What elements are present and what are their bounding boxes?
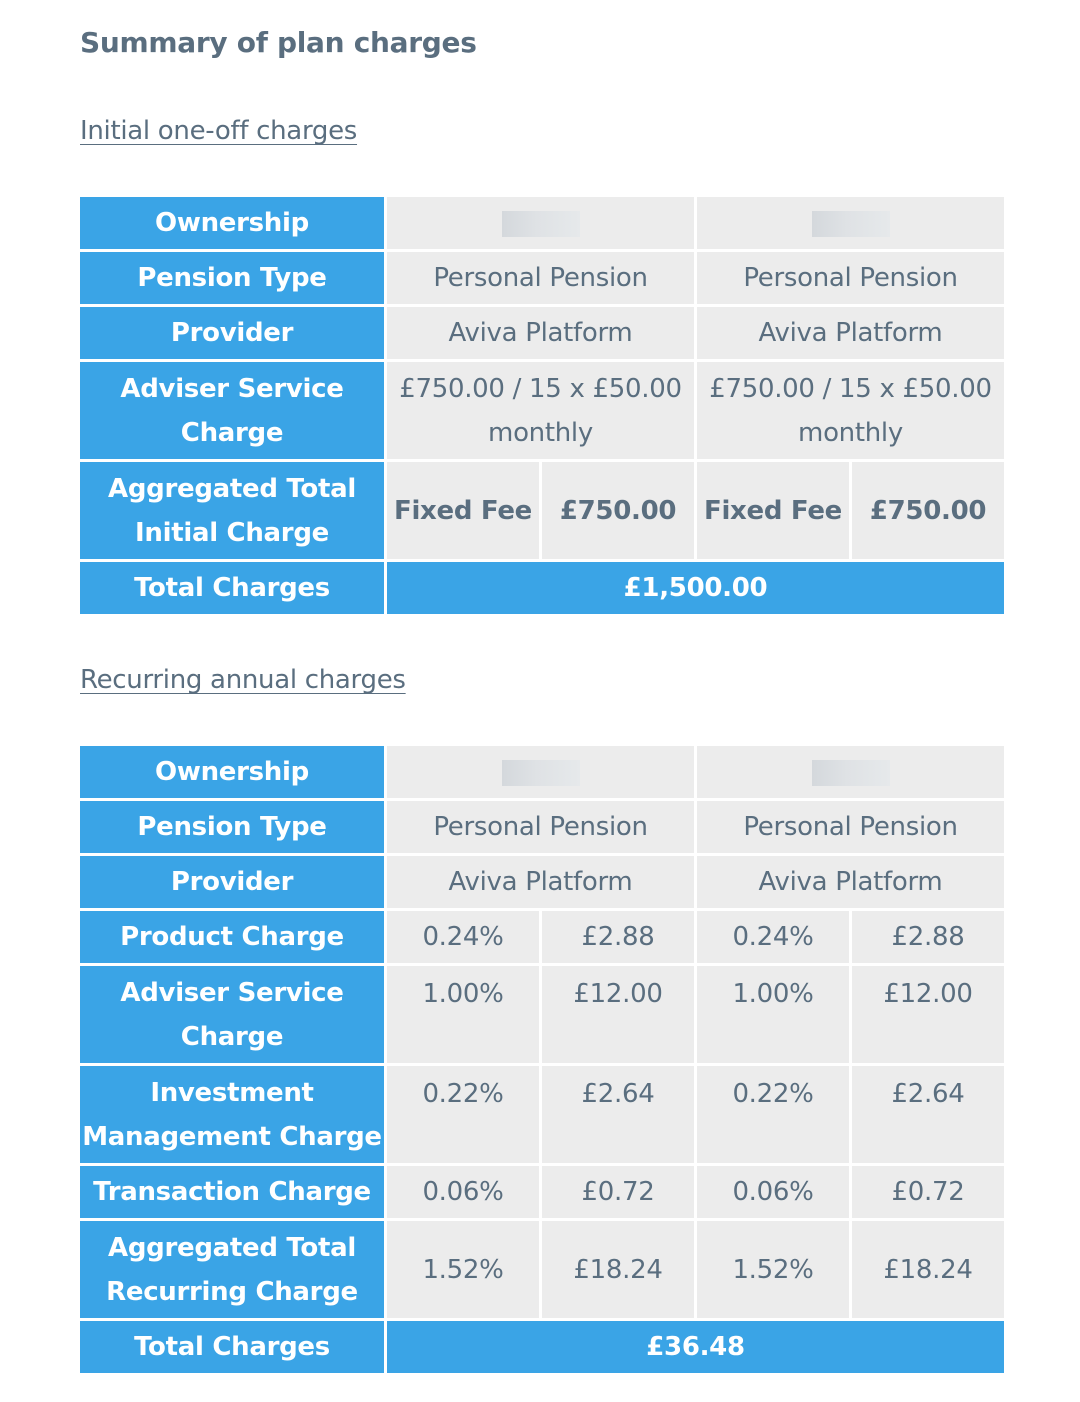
investment-management-charge-pct: 0.22% [387,1066,539,1163]
recurring-total-charges-value: £36.48 [387,1321,1004,1373]
transaction-charge-pct: 0.06% [697,1166,849,1218]
row-label-ownership: Ownership [80,197,384,249]
adviser-service-charge-value: £750.00 / 15 x £50.00 monthly [387,362,694,459]
table-row [80,1221,1004,1318]
table-row [80,1066,1004,1163]
table-row [80,362,1004,459]
pension-type-value: Personal Pension [697,801,1004,853]
aggregated-total-pct: 1.52% [697,1221,849,1318]
aggregated-total-amount: £18.24 [542,1221,694,1318]
row-label-product-charge: Product Charge [80,911,384,963]
initial-charges-table [77,194,1007,617]
row-label-investment-management-charge: Investment Management Charge [80,1066,384,1163]
fee-amount-value: £750.00 [852,462,1004,559]
pension-type-value: Personal Pension [697,252,1004,304]
row-label-total-charges: Total Charges [80,562,384,614]
fee-amount-value: £750.00 [542,462,694,559]
investment-management-charge-amount: £2.64 [852,1066,1004,1163]
adviser-service-charge-amount: £12.00 [852,966,1004,1063]
table-row [80,562,1004,614]
ownership-redacted [387,746,694,798]
row-label-provider: Provider [80,307,384,359]
table-row [80,911,1004,963]
fee-type-value: Fixed Fee [697,462,849,559]
page-title: Summary of plan charges [80,26,477,59]
row-label-pension-type: Pension Type [80,801,384,853]
transaction-charge-amount: £0.72 [542,1166,694,1218]
ownership-redacted [697,197,1004,249]
product-charge-amount: £2.88 [542,911,694,963]
table-row [80,966,1004,1063]
adviser-service-charge-pct: 1.00% [697,966,849,1063]
redacted-name-block [502,211,580,237]
initial-charges-heading: Initial one-off charges [80,116,358,146]
product-charge-amount: £2.88 [852,911,1004,963]
row-label-provider: Provider [80,856,384,908]
provider-value: Aviva Platform [697,856,1004,908]
row-label-adviser-service-charge: Adviser Service Charge [80,966,384,1063]
row-label-pension-type: Pension Type [80,252,384,304]
ownership-redacted [387,197,694,249]
redacted-name-block [812,760,890,786]
adviser-service-charge-pct: 1.00% [387,966,539,1063]
pension-type-value: Personal Pension [387,252,694,304]
aggregated-total-amount: £18.24 [852,1221,1004,1318]
row-label-aggregated-total-recurring: Aggregated Total Recurring Charge [80,1221,384,1318]
recurring-charges-table [77,743,1007,1376]
table-row [80,746,1004,798]
table-row [80,856,1004,908]
table-row [80,307,1004,359]
table-row [80,801,1004,853]
table-row [80,1166,1004,1218]
pension-type-value: Personal Pension [387,801,694,853]
initial-total-charges-value: £1,500.00 [387,562,1004,614]
investment-management-charge-pct: 0.22% [697,1066,849,1163]
recurring-charges-heading: Recurring annual charges [80,665,406,695]
fee-type-value: Fixed Fee [387,462,539,559]
table-row [80,1321,1004,1373]
redacted-name-block [812,211,890,237]
row-label-adviser-service-charge: Adviser Service Charge [80,362,384,459]
row-label-ownership: Ownership [80,746,384,798]
transaction-charge-amount: £0.72 [852,1166,1004,1218]
investment-management-charge-amount: £2.64 [542,1066,694,1163]
aggregated-total-pct: 1.52% [387,1221,539,1318]
provider-value: Aviva Platform [387,856,694,908]
redacted-name-block [502,760,580,786]
product-charge-pct: 0.24% [697,911,849,963]
transaction-charge-pct: 0.06% [387,1166,539,1218]
table-row [80,197,1004,249]
row-label-aggregated-total-initial: Aggregated Total Initial Charge [80,462,384,559]
row-label-total-charges: Total Charges [80,1321,384,1373]
table-row [80,462,1004,559]
ownership-redacted [697,746,1004,798]
provider-value: Aviva Platform [387,307,694,359]
adviser-service-charge-value: £750.00 / 15 x £50.00 monthly [697,362,1004,459]
product-charge-pct: 0.24% [387,911,539,963]
row-label-transaction-charge: Transaction Charge [80,1166,384,1218]
provider-value: Aviva Platform [697,307,1004,359]
adviser-service-charge-amount: £12.00 [542,966,694,1063]
table-row [80,252,1004,304]
